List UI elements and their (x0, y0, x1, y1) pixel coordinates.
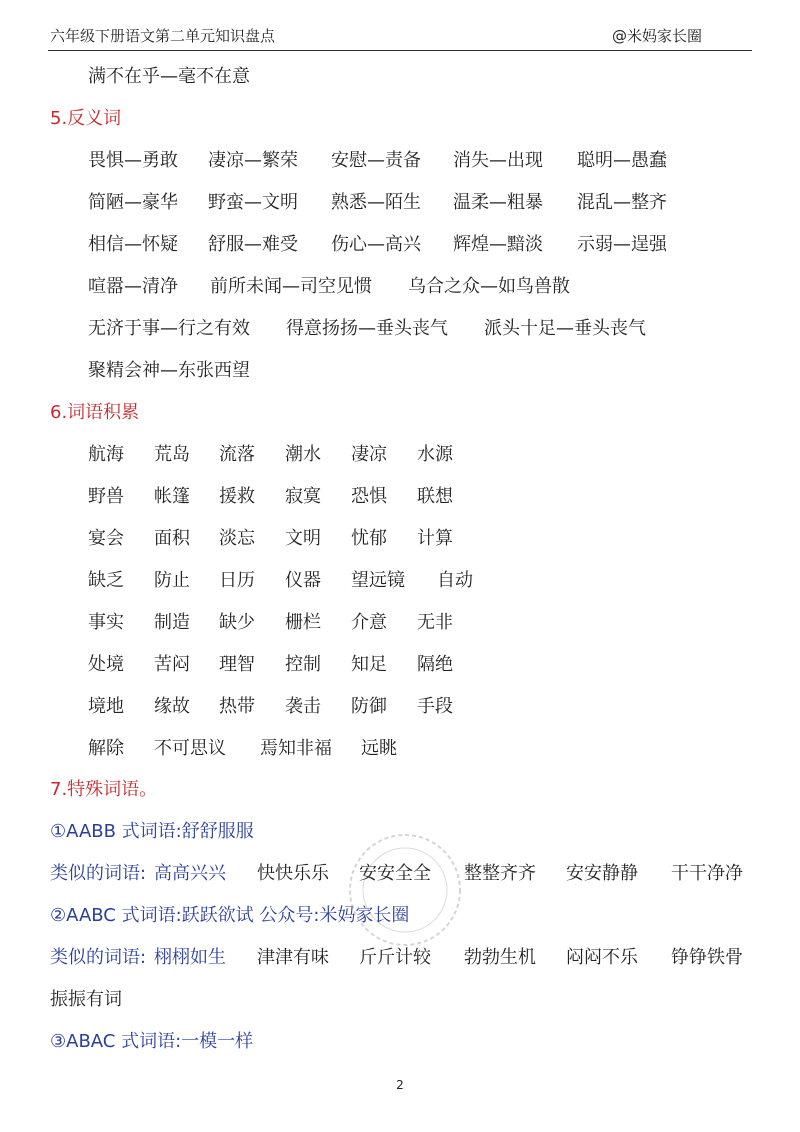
antonym-pair: 简陋—豪华 (88, 192, 178, 213)
vocab-word: 仪器 (285, 570, 321, 591)
vocab-word: 防御 (351, 696, 387, 717)
vocab-word: 解除 (88, 738, 124, 759)
antonym-pair: 畏惧—勇敢 (88, 150, 178, 171)
vocab-word: 忧郁 (351, 528, 387, 549)
vocab-word: 凄凉 (351, 444, 387, 465)
antonym-pair: 相信—怀疑 (88, 234, 178, 255)
antonym-pair: 温柔—粗暴 (453, 192, 543, 213)
similar-label: 类似的词语: (50, 947, 147, 968)
vocab-word: 文明 (285, 528, 321, 549)
vocab-word: 袭击 (285, 696, 321, 717)
similar-word: 勃勃生机 (464, 947, 536, 968)
vocab-word: 帐篷 (154, 486, 190, 507)
antonym-pair: 熟悉—陌生 (331, 192, 421, 213)
antonym-pair: 伤心—高兴 (331, 234, 421, 255)
vocab-word: 荒岛 (154, 444, 190, 465)
vocab-word: 缘故 (154, 696, 190, 717)
antonym-pair: 乌合之众—如鸟兽散 (408, 276, 570, 297)
brand-label: @米妈家长圈 (611, 27, 702, 45)
antonym-pair: 派头十足—垂头丧气 (484, 318, 646, 339)
antonym-pair: 混乱—整齐 (577, 192, 667, 213)
section-heading-vocab: 6.词语积累 (50, 402, 140, 423)
vocab-word: 潮水 (285, 444, 321, 465)
vocab-word: 水源 (417, 444, 453, 465)
section-heading-antonyms: 5.反义词 (50, 108, 122, 129)
vocab-word: 恐惧 (351, 486, 387, 507)
vocab-word: 宴会 (88, 528, 124, 549)
watermark-stamp (325, 820, 485, 960)
vocab-word: 流落 (219, 444, 255, 465)
similar-word: 安安全全 (359, 863, 431, 884)
vocab-word: 淡忘 (219, 528, 255, 549)
vocab-word: 手段 (417, 696, 453, 717)
aabc-extra: 振振有词 (50, 989, 122, 1010)
vocab-word: 日历 (219, 570, 255, 591)
vocab-word: 处境 (88, 654, 124, 675)
section-heading-special: 7.特殊词语。 (50, 779, 158, 800)
vocab-word: 航海 (88, 444, 124, 465)
antonym-pair: 辉煌—黯淡 (453, 234, 543, 255)
abac-label: ③ABAC 式词语:一模一样 (50, 1031, 254, 1052)
vocab-word: 不可思议 (154, 738, 226, 759)
vocab-word: 栅栏 (285, 612, 321, 633)
vocab-word: 计算 (417, 528, 453, 549)
aabb-label: ①AABB 式词语:舒舒服服 (50, 821, 254, 842)
vocab-word: 野兽 (88, 486, 124, 507)
leading-line: 满不在乎—毫不在意 (88, 66, 250, 87)
aabc-label: ②AABC 式词语:跃跃欲试 公众号:米妈家长圈 (50, 905, 410, 926)
vocab-word: 控制 (285, 654, 321, 675)
antonym-pair: 喧嚣—清净 (88, 276, 178, 297)
vocab-word: 苦闷 (154, 654, 190, 675)
similar-label: 类似的词语: (50, 863, 147, 884)
antonym-pair: 前所未闻—司空见惯 (210, 276, 372, 297)
vocab-word: 缺乏 (88, 570, 124, 591)
similar-word: 闷闷不乐 (566, 947, 638, 968)
vocab-word: 远眺 (361, 738, 397, 759)
antonym-pair: 聪明—愚蠢 (577, 150, 667, 171)
vocab-word: 自动 (437, 570, 473, 591)
vocab-word: 联想 (417, 486, 453, 507)
vocab-word: 缺少 (219, 612, 255, 633)
similar-word: 安安静静 (566, 863, 638, 884)
vocab-word: 热带 (219, 696, 255, 717)
similar-word: 栩栩如生 (154, 947, 226, 968)
antonym-pair: 聚精会神—东张西望 (88, 360, 250, 381)
antonym-pair: 得意扬扬—垂头丧气 (286, 318, 448, 339)
document-title: 六年级下册语文第二单元知识盘点 (50, 27, 276, 45)
page-header (48, 22, 752, 51)
vocab-word: 隔绝 (417, 654, 453, 675)
vocab-word: 焉知非福 (260, 738, 332, 759)
similar-word: 整整齐齐 (464, 863, 536, 884)
antonym-pair: 安慰—责备 (331, 150, 421, 171)
vocab-word: 防止 (154, 570, 190, 591)
vocab-word: 知足 (351, 654, 387, 675)
vocab-word: 理智 (219, 654, 255, 675)
similar-word: 斤斤计较 (359, 947, 431, 968)
vocab-word: 援救 (219, 486, 255, 507)
vocab-word: 面积 (154, 528, 190, 549)
vocab-word: 望远镜 (351, 570, 405, 591)
antonym-pair: 舒服—难受 (208, 234, 298, 255)
antonym-pair: 野蛮—文明 (208, 192, 298, 213)
similar-word: 高高兴兴 (154, 863, 226, 884)
antonym-pair: 示弱—逞强 (577, 234, 667, 255)
antonym-pair: 凄凉—繁荣 (208, 150, 298, 171)
vocab-word: 制造 (154, 612, 190, 633)
antonym-pair: 消失—出现 (453, 150, 543, 171)
similar-word: 津津有味 (257, 947, 329, 968)
similar-word: 干干净净 (671, 863, 743, 884)
similar-word: 快快乐乐 (257, 863, 329, 884)
vocab-word: 境地 (88, 696, 124, 717)
vocab-word: 介意 (351, 612, 387, 633)
vocab-word: 无非 (417, 612, 453, 633)
similar-word: 铮铮铁骨 (671, 947, 743, 968)
page-number: 2 (396, 1078, 404, 1092)
vocab-word: 事实 (88, 612, 124, 633)
vocab-word: 寂寞 (285, 486, 321, 507)
antonym-pair: 无济于事—行之有效 (88, 318, 250, 339)
